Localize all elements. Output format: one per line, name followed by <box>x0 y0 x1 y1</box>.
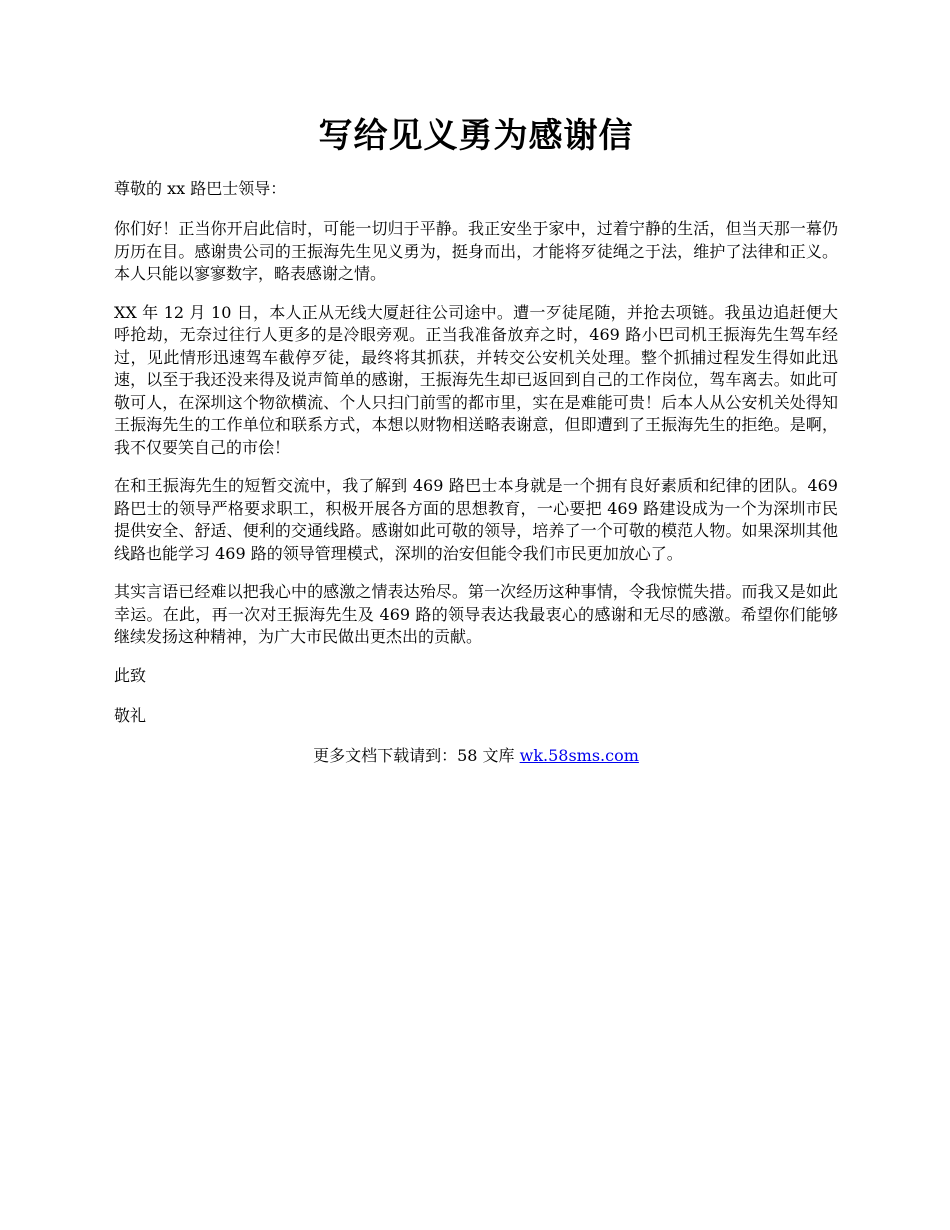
paragraph-3: 在和王振海先生的短暂交流中，我了解到 469 路巴士本身就是一个拥有良好素质和纪律的团队。469 路巴士的领导严格要求职工，积极开展各方面的思想教育，一心要把 469 路建设成为一个为深圳市民提供安全、舒适、便利的交通线路。感谢如此可敬的领导，培养了一个可敬的模范人物。如果深圳其他线路也能学习 469 路的领导管理模式，深圳的治安但能令我们市民更加放心了。 <box>114 476 838 563</box>
document-page <box>114 108 838 767</box>
closing-jingli: 敬礼 <box>114 705 147 725</box>
footer-text: 更多文档下载请到：58 文库 <box>313 745 520 765</box>
paragraph-1: 你们好！正当你开启此信时，可能一切归于平静。我正安坐于家中，过着宁静的生活，但当天那一幕仍历历在目。感谢贵公司的王振海先生见义勇为，挺身而出，才能将歹徒绳之于法，维护了法律和正义。本人只能以寥寥数字，略表感谢之情。 <box>114 219 838 283</box>
paragraph-2: XX 年 12 月 10 日，本人正从无线大厦赶往公司途中。遭一歹徒尾随，并抢去项链。我虽边追赶便大呼抢劫，无奈过往行人更多的是冷眼旁观。正当我准备放弃之时，469 路小巴司机王振海先生驾车经过，见此情形迅速驾车截停歹徒，最终将其抓获，并转交公安机关处理。整个抓捕过程发生得如此迅速，以至于我还没来得及说声简单的感谢，王振海先生却已返回到自己的工作岗位，驾车离去。如此可敬可人，在深圳这个物欲横流、个人只扫门前雪的都市里，实在是难能可贵！后本人从公安机关处得知王振海先生的工作单位和联系方式，本想以财物相送略表谢意，但即遭到了王振海先生的拒绝。是啊，我不仅要笑自己的市侩！ <box>114 302 838 457</box>
salutation: 尊敬的 xx 路巴士领导： <box>114 179 287 198</box>
footer-link[interactable]: wk.58sms.com <box>519 745 639 765</box>
footer <box>114 745 838 767</box>
closing-cizhi: 此致 <box>114 665 147 685</box>
document-title: 写给见义勇为感谢信 <box>318 116 634 156</box>
paragraph-4: 其实言语已经难以把我心中的感激之情表达殆尽。第一次经历这种事情，令我惊慌失措。而我又是如此幸运。在此，再一次对王振海先生及 469 路的领导表达我最衷心的感谢和无尽的感激。希望你们能够继续发扬这种精神，为广大市民做出更杰出的贡献。 <box>114 582 838 646</box>
